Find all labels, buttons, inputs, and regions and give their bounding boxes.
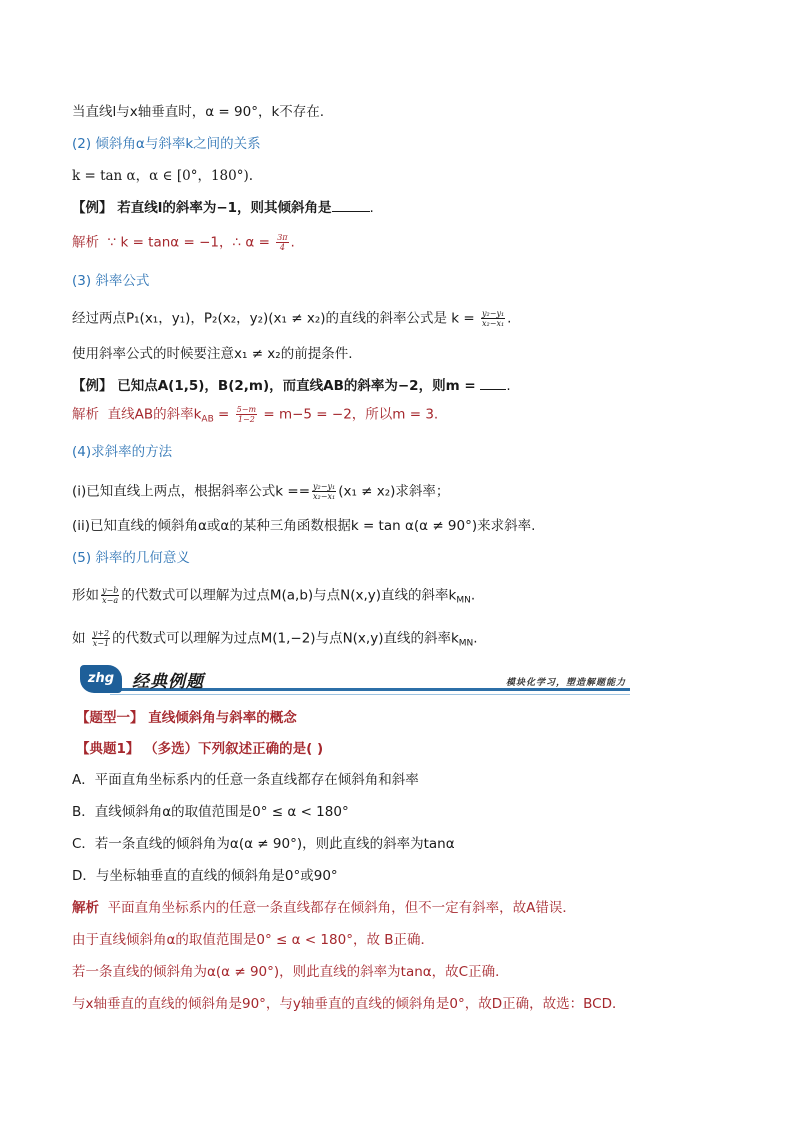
solution-2 xyxy=(72,405,438,429)
fraction-numerator: 5−m xyxy=(236,405,257,414)
example-1-end: . xyxy=(369,200,374,216)
fraction-denominator: 1−2 xyxy=(237,415,255,424)
geometry-2-text: 的代数式可以理解为过点M(1,−2)与点N(x,y)直线的斜率k xyxy=(112,630,459,647)
solution-2-label: 解析 xyxy=(72,406,99,423)
solution-2-end: = m−5 = −2，所以m = 3. xyxy=(259,406,439,423)
method-1-text: (i)已知直线上两点，根据斜率公式k == xyxy=(72,483,311,500)
section-banner xyxy=(80,665,630,695)
solution-text-1: 平面直角坐标系内的任意一条直线都存在倾斜角，但不一定有斜率，故A错误． xyxy=(107,900,576,916)
subscript: AB xyxy=(201,414,214,425)
geometry-1-text: 的代数式可以理解为过点M(a,b)与点N(x,y)直线的斜率k xyxy=(121,587,457,604)
subscript: MN xyxy=(456,595,471,606)
fraction-numerator: 3π xyxy=(277,233,288,242)
geometry-1-fraction xyxy=(101,586,119,605)
banner-underline xyxy=(110,694,630,695)
solution-1-end: . xyxy=(290,234,295,251)
relation-text: k = tan α，α ∈ [0°，180°). xyxy=(72,168,254,184)
formula-line xyxy=(72,309,511,328)
problem-stem-text: 【典题1】 （多选）下列叙述正确的是( ) xyxy=(76,741,324,757)
note-text: 使用斜率公式的时候要注意x₁ ≠ x₂的前提条件. xyxy=(72,346,353,362)
geometry-2-prefix: 如 xyxy=(72,630,90,647)
solution-line-1 xyxy=(72,899,576,917)
solution-1-fraction xyxy=(276,233,288,252)
method-1-end: (x₁ ≠ x₂)求斜率； xyxy=(338,483,450,500)
geometry-2-end: . xyxy=(473,630,478,647)
option-c: C．若一条直线的倾斜角为α(α ≠ 90°)，则此直线的斜率为tanα xyxy=(72,836,455,852)
geometry-1-end: . xyxy=(470,587,476,604)
subscript: MN xyxy=(458,638,474,649)
example-1-text: 【例】 若直线l的斜率为−1，则其倾斜角是 xyxy=(72,200,332,216)
fraction-denominator: x₂−x₁ xyxy=(313,492,336,501)
heading-5: (5) 斜率的几何意义 xyxy=(72,550,190,566)
geometry-2-fraction xyxy=(92,629,110,648)
answer-blank xyxy=(480,377,506,390)
banner-slogan: 模块化学习，塑造解题能力 xyxy=(505,678,626,688)
fraction-numerator: y₂−y₁ xyxy=(482,309,505,318)
example-1 xyxy=(72,199,374,217)
solution-label: 解析 xyxy=(72,900,99,916)
geometry-1-prefix: 形如 xyxy=(72,587,99,604)
option-b: B．直线倾斜角α的取值范围是0° ≤ α < 180° xyxy=(72,804,349,820)
solution-1-body: ∵ k = tanα = −1，∴ α = xyxy=(107,234,275,251)
example-2 xyxy=(72,377,511,395)
fraction-denominator: 4 xyxy=(279,243,285,252)
fraction-numerator: y₂−y₁ xyxy=(313,482,336,491)
method-1 xyxy=(72,482,449,501)
solution-line-3: 若一条直线的倾斜角为α(α ≠ 90°)，则此直线的斜率为tanα，故C正确． xyxy=(72,964,509,980)
solution-line-4: 与x轴垂直的直线的倾斜角是90°，与y轴垂直的直线的倾斜角是0°，故D正确，故选：BCD． xyxy=(72,996,626,1012)
fraction-numerator: y+2 xyxy=(92,629,110,638)
option-a: A．平面直角坐标系内的任意一条直线都存在倾斜角和斜率 xyxy=(72,772,419,788)
formula-end: . xyxy=(507,310,512,327)
fraction-denominator: x−1 xyxy=(92,639,110,648)
method-2: (ii)已知直线的倾斜角α或α的某种三角函数根据k = tan α(α ≠ 90°)来求斜率. xyxy=(72,518,536,534)
fraction-denominator: x−a xyxy=(102,596,119,605)
example-2-text: 【例】 已知点A(1,5)，B(2,m)，而直线AB的斜率为−2，则m = xyxy=(72,378,481,394)
problem-stem xyxy=(76,740,323,758)
solution-1-label: 解析 xyxy=(72,234,99,251)
vertical-case-text: 当直线l与x轴垂直时，α = 90°，k不存在. xyxy=(72,104,325,120)
solution-1 xyxy=(72,233,295,252)
fraction-numerator: y−b xyxy=(102,586,119,595)
equals: = xyxy=(213,406,234,423)
heading-2: (2) 倾斜角α与斜率k之间的关系 xyxy=(72,136,261,152)
answer-blank xyxy=(332,199,370,212)
banner-title: 经典例题 xyxy=(132,672,204,692)
fraction-denominator: x₂−x₁ xyxy=(482,319,505,328)
solution-line-2: 由于直线倾斜角α的取值范围是0° ≤ α < 180°，故 B正确． xyxy=(72,932,434,948)
formula-text: 经过两点P₁(x₁，y₁)，P₂(x₂，y₂)(x₁ ≠ x₂)的直线的斜率公式是 k = xyxy=(72,310,480,327)
geometry-1 xyxy=(72,586,475,610)
heading-3: (3) 斜率公式 xyxy=(72,273,150,289)
problem-type-label: 【题型一】 直线倾斜角与斜率的概念 xyxy=(76,710,297,726)
zhg-logo: zhg xyxy=(80,665,122,693)
geometry-2 xyxy=(72,629,478,653)
option-d: D．与坐标轴垂直的直线的倾斜角是0°或90° xyxy=(72,868,338,884)
solution-2-text: 直线AB的斜率k xyxy=(107,406,202,423)
example-2-end: . xyxy=(506,378,511,394)
method-1-fraction xyxy=(312,482,336,501)
heading-4: (4)求斜率的方法 xyxy=(72,444,173,460)
solution-2-fraction xyxy=(236,405,257,424)
formula-fraction xyxy=(481,309,505,328)
